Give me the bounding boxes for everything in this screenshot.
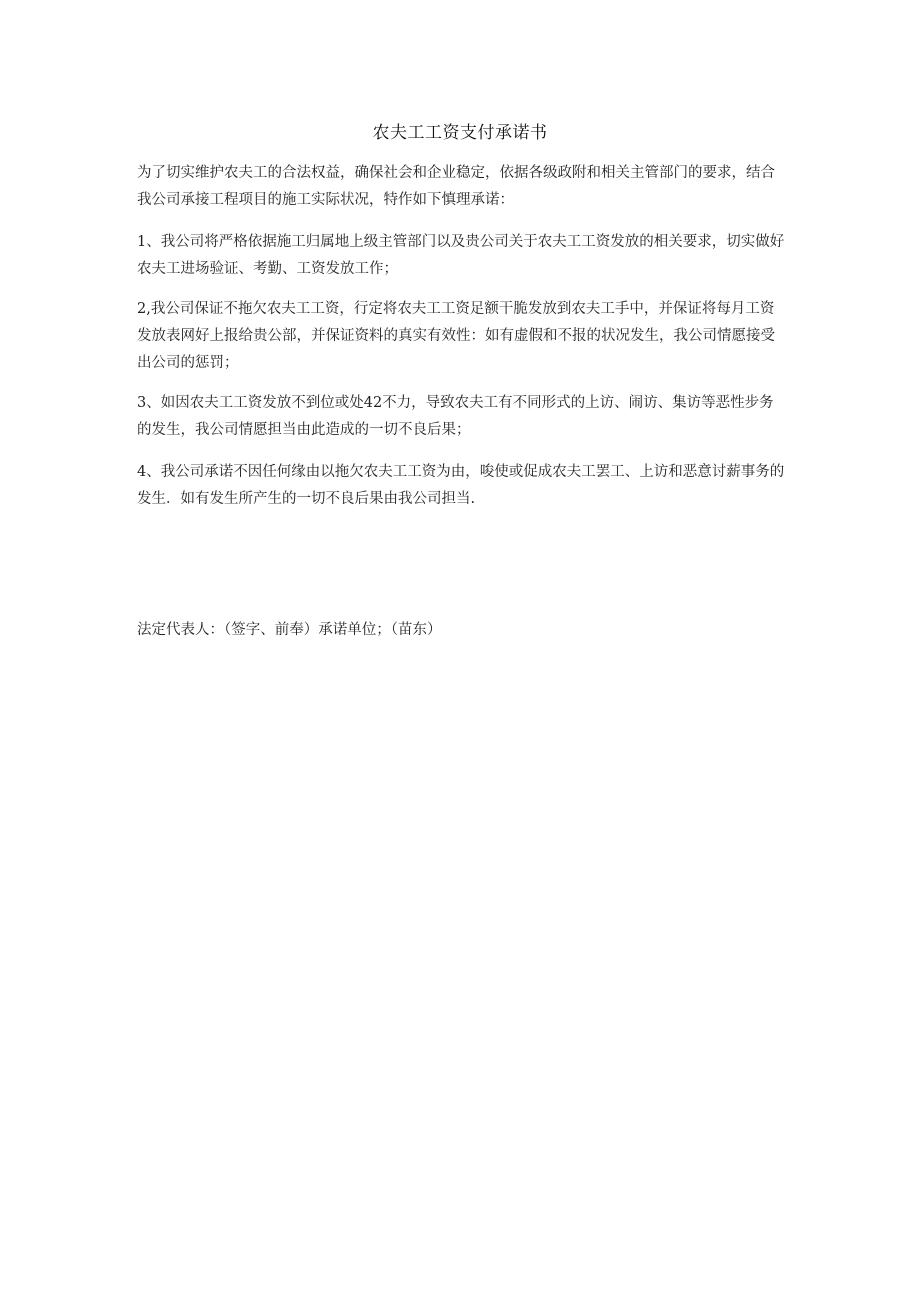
signature-line: 法定代表人：（签字、前奉）承诺单位；（苗东） <box>137 622 442 638</box>
intro-paragraph: 为了切实维护农夫工的合法权益，确保社会和企业稳定，依据各级政附和相关主管部门的要求，结合我公司承接工程项目的施工实际状况，特作如下慎理承诺： <box>137 165 775 208</box>
commitment-item-3: 3、如因农夫工工资发放不到位或处42不力，导致农夫工有不同形式的上访、闹访、集访等恶性步务的发生，我公司情愿担当由此造成的一切不良后果； <box>137 395 774 438</box>
commitment-item-1: 1、我公司将严格依据施工归属地上级主管部门以及贵公司关于农夫工工资发放的相关要求，切实做好农夫工进场验证、考勤、工资发放工作； <box>137 234 785 277</box>
document-title: 农夫工工资支付承诺书 <box>372 123 548 143</box>
commitment-item-4: 4、我公司承诺不因任何缘由以拖欠农夫工工资为由，唆使或促成农夫工罢工、上访和恶意讨薪事务的发生．如有发生所产生的一切不良后果由我公司担当. <box>137 464 785 507</box>
commitment-item-2: 2,我公司保证不拖欠农夫工工资，行定将农夫工工资足额干脆发放到农夫工手中，并保证将每月工资发放表网好上报给贵公部，并保证资料的真实有效性：如有虚假和不报的状况发生，我公司情愿接受出公司的惩罚； <box>137 301 775 371</box>
